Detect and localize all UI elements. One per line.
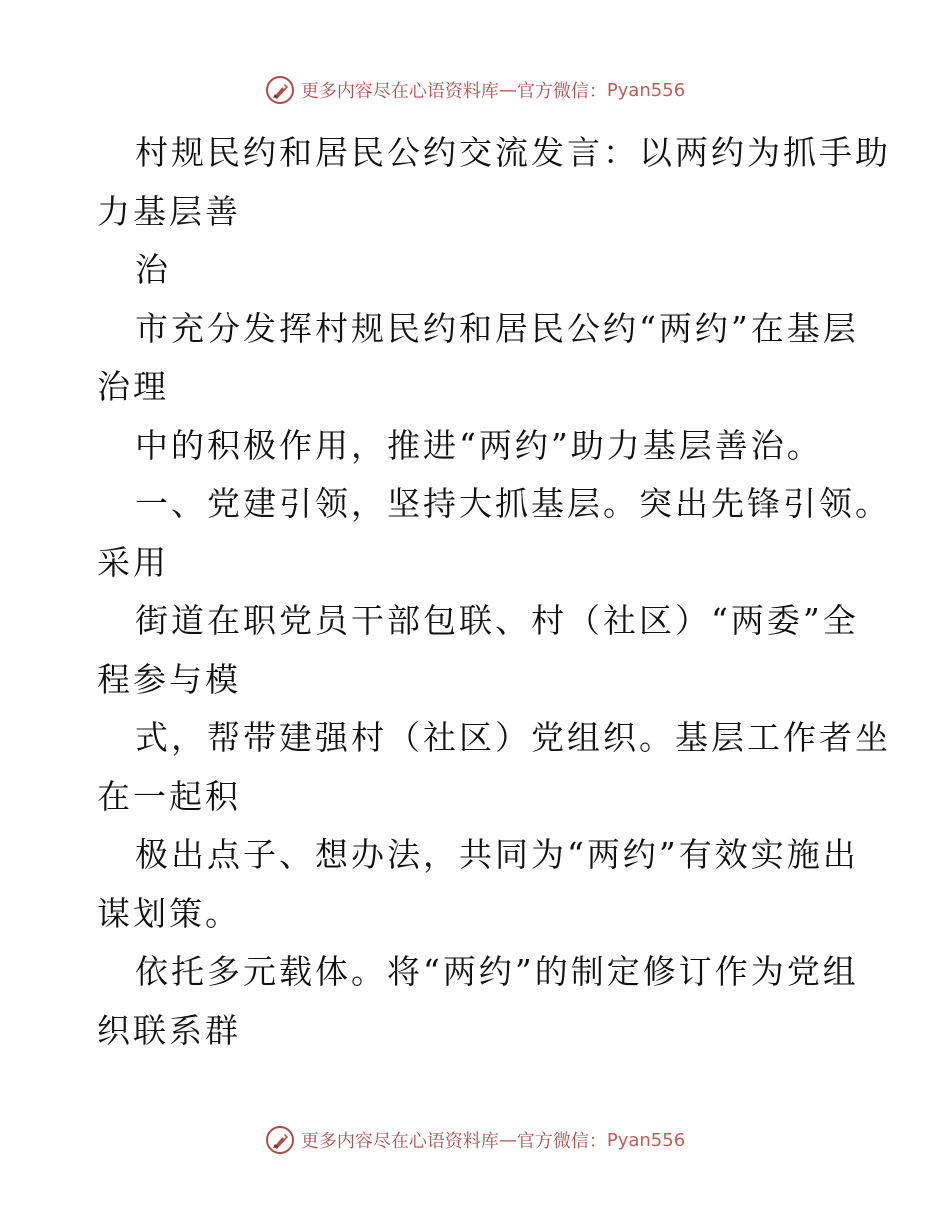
text-line: 中的积极作用，推进“两约”助力基层善治。 xyxy=(135,425,823,465)
pen-nib-logo-icon xyxy=(265,75,295,105)
text-line: 极出点子、想办法，共同为“两约”有效实施出 xyxy=(135,835,859,874)
banner-wechat-label: 官方微信： xyxy=(516,1131,607,1152)
text-line: 在一起积 xyxy=(97,776,241,816)
footer-watermark-banner xyxy=(0,1123,950,1157)
header-watermark-banner xyxy=(0,73,950,107)
banner-wechat-id: Pyan556 xyxy=(606,79,686,101)
banner-separator: — xyxy=(498,1129,517,1151)
text-line: 依托多元载体。将“两约”的制定修订作为党组 xyxy=(135,952,859,991)
text-line: 治 xyxy=(135,250,171,289)
text-line: 力基层善 xyxy=(97,191,241,231)
banner-wechat-label: 官方微信： xyxy=(516,81,607,102)
banner-brand-text: 更多内容尽在心语资料库 xyxy=(300,81,499,102)
text-line: 谋划策。 xyxy=(97,893,241,933)
text-line: 市充分发挥村规民约和居民公约“两约”在基层 xyxy=(135,308,859,348)
text-line: 程参与模 xyxy=(97,659,241,699)
text-line: 一、党建引领，坚持大抓基层。突出先锋引领。 xyxy=(135,484,891,523)
banner-brand-text: 更多内容尽在心语资料库 xyxy=(300,1131,499,1152)
text-line: 式，帮带建强村（社区）党组织。基层工作者坐 xyxy=(135,718,891,757)
text-line: 采用 xyxy=(97,542,169,582)
pen-nib-logo-icon xyxy=(265,1125,295,1155)
banner-separator: — xyxy=(498,79,517,101)
banner-wechat-id: Pyan556 xyxy=(606,1129,686,1151)
text-line: 街道在职党员干部包联、村（社区）“两委”全 xyxy=(135,601,859,640)
text-line: 村规民约和居民公约交流发言：以两约为抓手助 xyxy=(135,133,891,172)
text-line: 治理 xyxy=(97,367,169,406)
document-body xyxy=(97,124,891,1060)
text-line: 织联系群 xyxy=(97,1010,241,1050)
